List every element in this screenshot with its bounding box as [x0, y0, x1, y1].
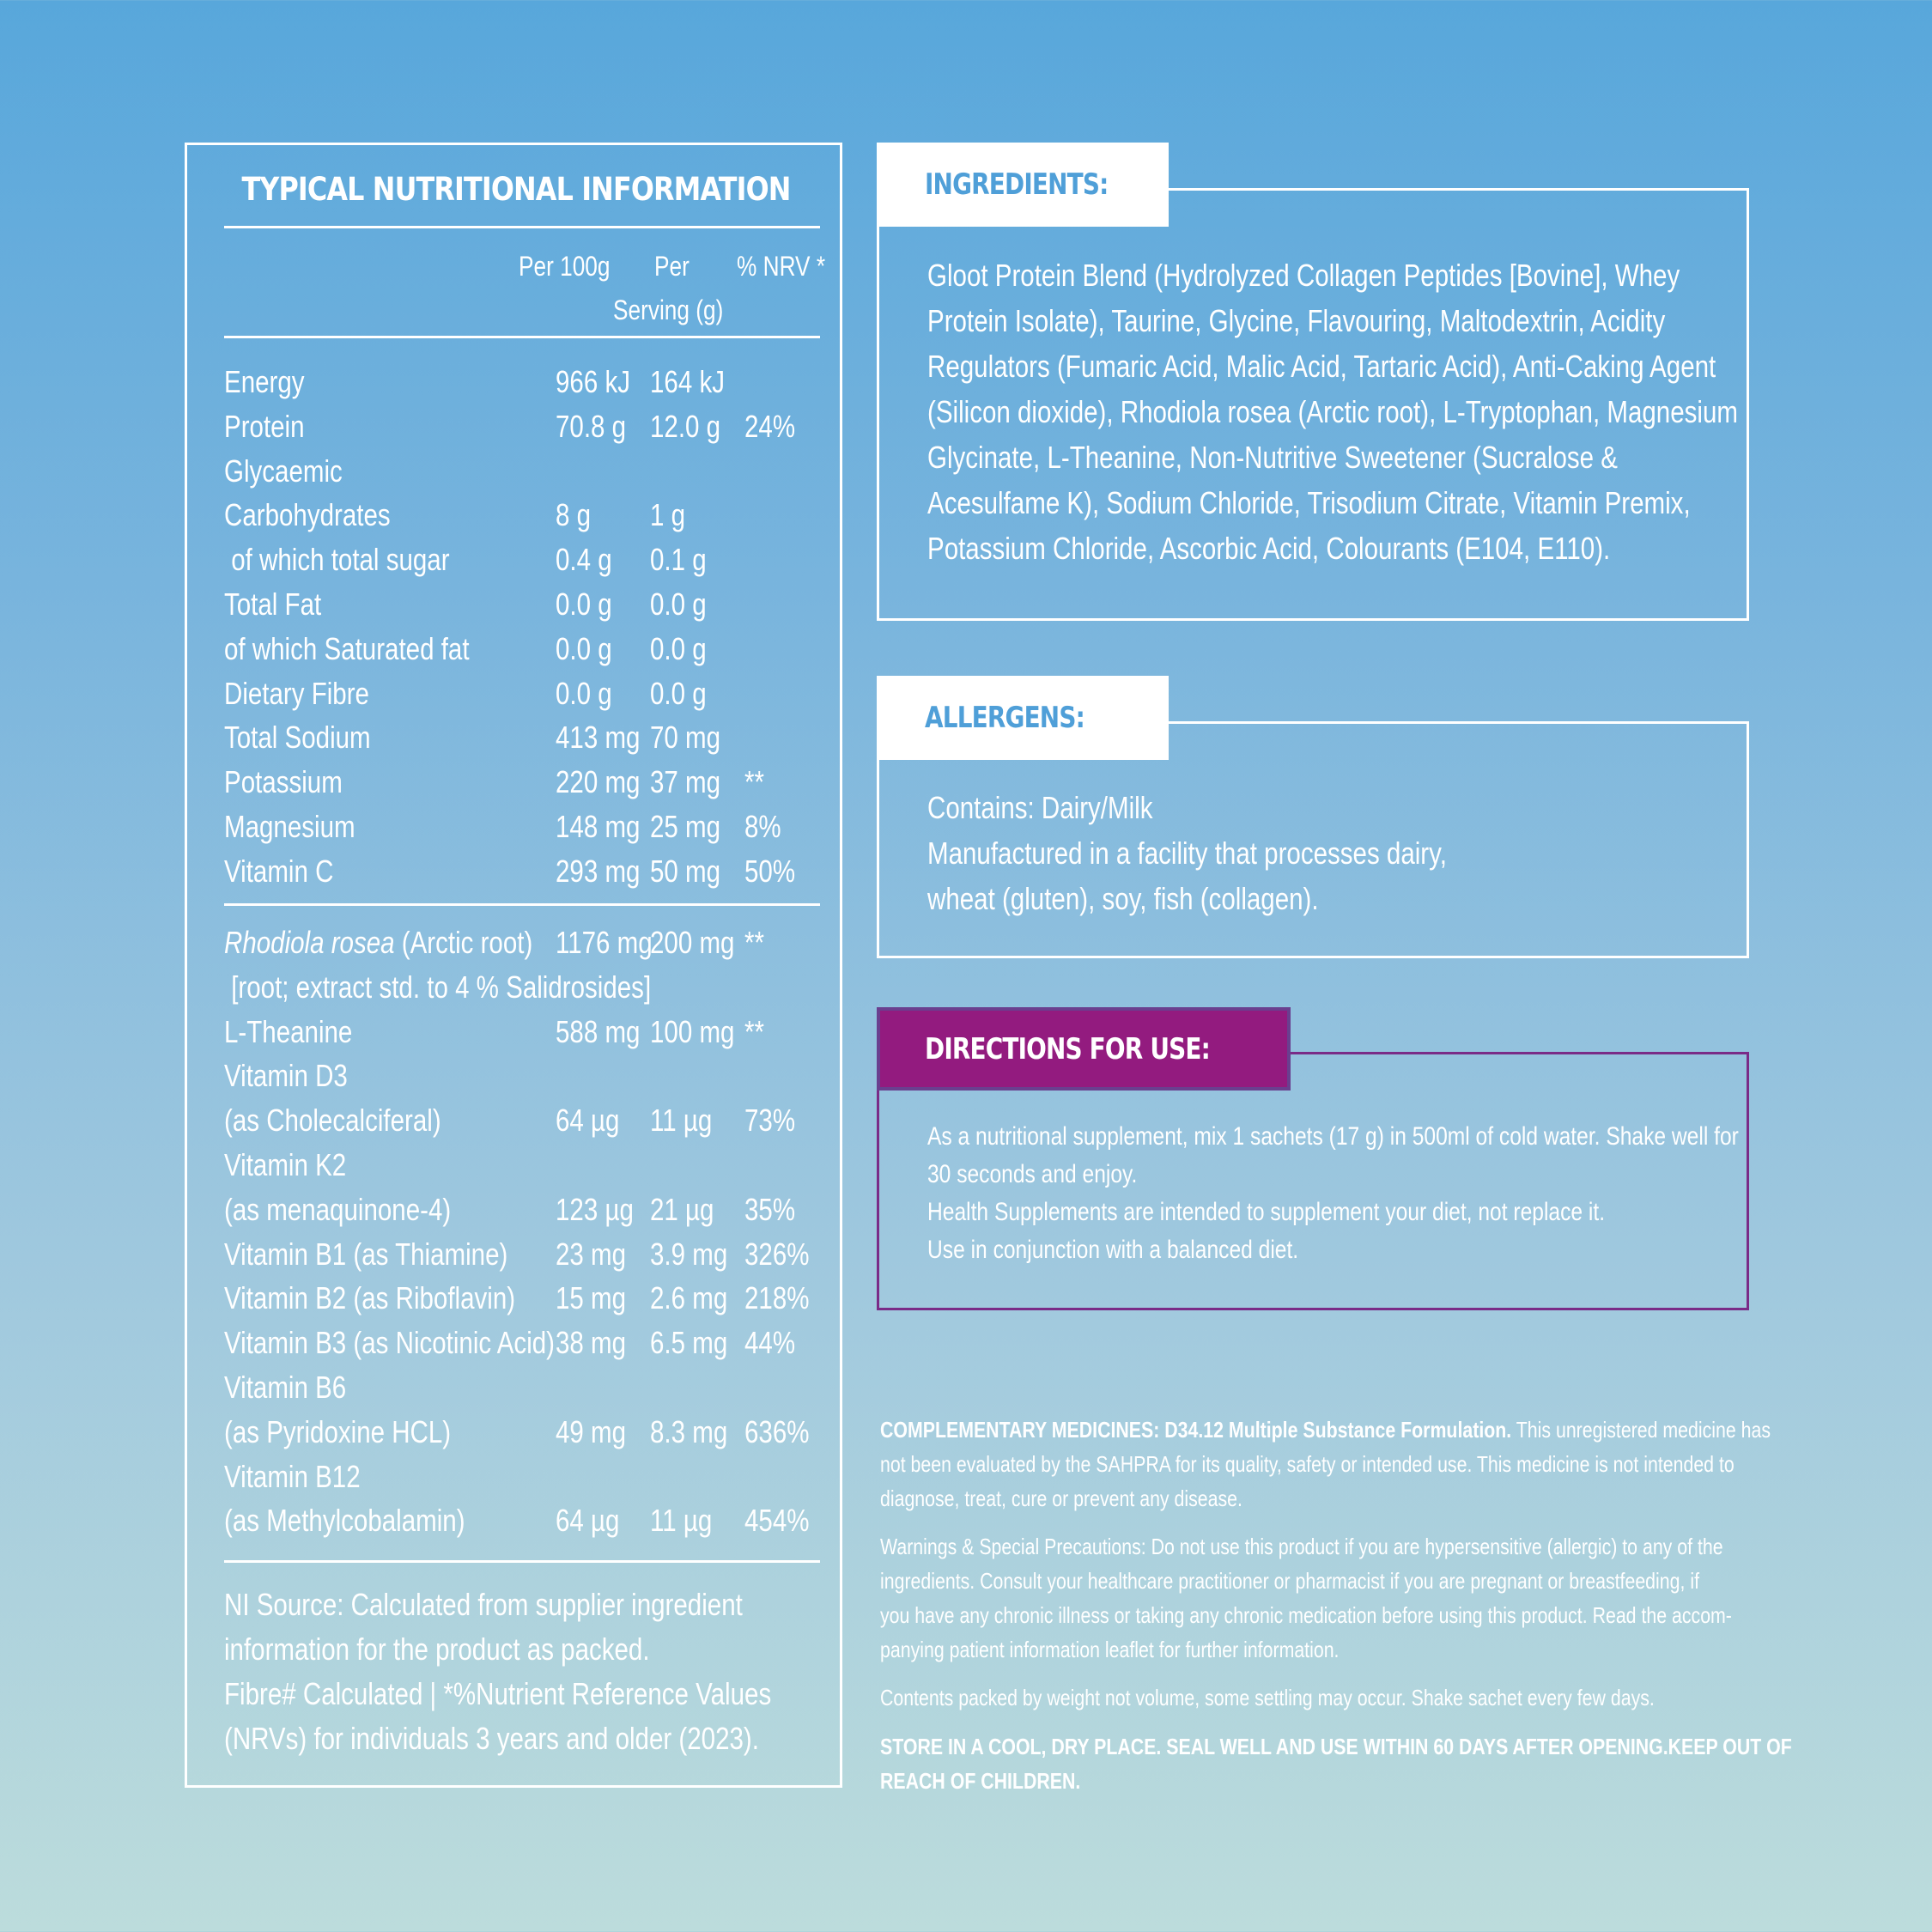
value-nrv: 73%	[744, 1103, 796, 1139]
nutrient-row	[224, 538, 825, 582]
nutrient-row	[224, 849, 825, 894]
divider	[224, 336, 820, 338]
value-per-serving: 3.9 mg	[650, 1236, 728, 1272]
nutrient-row	[224, 1410, 825, 1455]
nutrient-name: Carbohydrates	[224, 497, 391, 533]
nutrient-name: Vitamin B12	[224, 1458, 361, 1494]
nutrient-name: L-Theanine	[224, 1013, 353, 1049]
value-per-100g: 0.4 g	[556, 542, 612, 578]
footnote-line: (NRVs) for individuals 3 years and older (2023).	[224, 1721, 759, 1756]
nutrient-row	[224, 404, 825, 449]
value-nrv: **	[744, 925, 764, 960]
nutrient-name: Glycaemic	[224, 453, 343, 489]
value-nrv: 8%	[744, 809, 781, 844]
nutrient-row	[224, 449, 825, 494]
value-nrv: 326%	[744, 1236, 810, 1272]
value-per-100g: 220 mg	[556, 764, 641, 800]
footnote-line: NI Source: Calculated from supplier ingredient	[224, 1587, 743, 1622]
header-per-serving: Per	[654, 251, 690, 282]
value-per-serving: 25 mg	[650, 809, 721, 844]
value-per-serving: 0.0 g	[650, 675, 707, 711]
value-per-100g: 0.0 g	[556, 630, 612, 666]
value-per-serving: 11 µg	[650, 1103, 713, 1139]
nutrient-name: [root; extract std. to 4 % Salidrosides]	[224, 969, 652, 1005]
header-nrv: % NRV *	[737, 251, 826, 282]
nutrient-row	[224, 1321, 825, 1365]
nutrient-name: Protein	[224, 408, 305, 444]
value-per-100g: 64 µg	[556, 1503, 620, 1539]
value-per-100g: 293 mg	[556, 853, 641, 889]
value-per-100g: 413 mg	[556, 720, 641, 756]
nutrient-row	[224, 1188, 825, 1232]
nutrient-name: Vitamin B1 (as Thiamine)	[224, 1236, 508, 1272]
divider	[224, 903, 820, 906]
nutrient-row	[224, 760, 825, 805]
value-per-serving: 12.0 g	[650, 408, 721, 444]
warnings-note: Warnings & Special Precautions: Do not use this product if you are hypersensitive (allergic) to any of the ingredients. Consult your healthcare practitioner or pharmacist if you are pregnant or breastfeeding, if you have any chronic illness or taking any chronic medication before using this product. Read the accom- panying patient information leaflet for further information.	[880, 1534, 1732, 1662]
storage-note: STORE IN A COOL, DRY PLACE. SEAL WELL AND USE WITHIN 60 DAYS AFTER OPENING.KEEP OUT OF REACH OF CHILDREN.	[880, 1734, 1792, 1794]
nutrient-row	[224, 1498, 825, 1543]
nutrient-name: Vitamin B3 (as Nicotinic Acid)	[224, 1325, 556, 1361]
nutrition-footnote	[224, 1583, 825, 1761]
header-serving-unit: Serving (g)	[613, 295, 724, 325]
nutrient-row	[224, 805, 825, 849]
nutrient-name: Rhodiola rosea (Arctic root)	[224, 925, 533, 960]
nutrient-name: (as Cholecalciferal)	[224, 1103, 441, 1139]
value-nrv: 50%	[744, 853, 796, 889]
nutrition-panel	[185, 143, 842, 1788]
value-per-100g: 15 mg	[556, 1280, 627, 1316]
nutrient-row	[224, 715, 825, 760]
footnote-line: Fibre# Calculated | *%Nutrient Reference Values	[224, 1676, 772, 1711]
directions-text: As a nutritional supplement, mix 1 sachets (17 g) in 500ml of cold water. Shake well for 30 seconds and enjoy. Health Supplements are intended to supplement your diet, not replace it. Use in conjunction with a balanced diet.	[927, 1122, 1739, 1264]
value-per-serving: 0.1 g	[650, 542, 707, 578]
nutrient-name: Vitamin C	[224, 853, 334, 889]
ingredients-header	[877, 143, 1169, 227]
value-nrv: 636%	[744, 1413, 810, 1449]
value-per-serving: 0.0 g	[650, 586, 707, 622]
nutrient-row	[224, 920, 825, 965]
value-per-serving: 164 kJ	[650, 364, 725, 399]
value-per-100g: 0.0 g	[556, 675, 612, 711]
value-per-serving: 2.6 mg	[650, 1280, 728, 1316]
nutrient-name: (as Methylcobalamin)	[224, 1503, 465, 1539]
value-per-serving: 50 mg	[650, 853, 721, 889]
nutrient-name: Vitamin B6	[224, 1370, 347, 1405]
nutrient-name: (as Pyridoxine HCL)	[224, 1413, 452, 1449]
value-nrv: 454%	[744, 1503, 810, 1539]
complementary-medicines-note: COMPLEMENTARY MEDICINES: D34.12 Multiple Substance Formulation. This unregistered medicine has not been evaluated by the SAHPRA for its quality, safety or intended use. This medicine is not intended to diagnose, treat, cure or prevent any disease.	[880, 1417, 1771, 1511]
value-nrv: 35%	[744, 1191, 796, 1227]
value-per-100g: 23 mg	[556, 1236, 627, 1272]
nutrient-name: Vitamin K2	[224, 1147, 347, 1182]
nutrient-row	[224, 360, 825, 404]
value-per-serving: 200 mg	[650, 925, 735, 960]
directions-header	[877, 1007, 1291, 1091]
nutrient-name: Total Sodium	[224, 720, 371, 756]
directions-title: DIRECTIONS FOR USE:	[925, 1031, 1210, 1066]
value-nrv: **	[744, 1013, 764, 1049]
value-per-100g: 0.0 g	[556, 586, 612, 622]
ingredients-text: Gloot Protein Blend (Hydrolyzed Collagen Peptides [Bovine], Whey Protein Isolate), Taurine, Glycine, Flavouring, Maltodextrin, Acidity Regulators (Fumaric Acid, Malic Acid, Tartaric Acid), Anti-Caking Agent (Silicon dioxide), Rhodiola rosea (Arctic root), L-Tryptophan, Magnesium Glycinate, L-Theanine, Non-Nutritive Sweetener (Sucralose & Acesulfame K), Sodium Chloride, Trisodium Citrate, Vitamin Premix, Potassium Chloride, Ascorbic Acid, Colourants (E104, E110).	[927, 258, 1738, 566]
allergens-text: Contains: Dairy/Milk Manufactured in a facility that processes dairy, wheat (gluten), soy, fish (collagen).	[927, 790, 1447, 916]
nutrient-name: of which Saturated fat	[224, 630, 470, 666]
nutrient-row	[224, 1455, 825, 1499]
contents-note: Contents packed by weight not volume, some settling may occur. Shake sachet every few days.	[880, 1685, 1655, 1710]
value-per-100g: 588 mg	[556, 1013, 641, 1049]
value-per-100g: 38 mg	[556, 1325, 627, 1361]
value-per-serving: 0.0 g	[650, 630, 707, 666]
nutrient-row	[224, 1232, 825, 1277]
divider	[224, 226, 820, 228]
footnote-line: information for the product as packed.	[224, 1631, 650, 1667]
value-per-serving: 21 µg	[650, 1191, 714, 1227]
value-per-serving: 1 g	[650, 497, 686, 533]
value-per-100g: 64 µg	[556, 1103, 620, 1139]
nutrient-row	[224, 1365, 825, 1410]
allergens-header	[877, 676, 1169, 760]
value-per-100g: 966 kJ	[556, 364, 630, 399]
nutrient-row	[224, 671, 825, 716]
ingredients-title: INGREDIENTS:	[925, 167, 1109, 202]
nutrient-row	[224, 1143, 825, 1188]
nutrient-row	[224, 627, 825, 671]
value-per-100g: 70.8 g	[556, 408, 627, 444]
nutrient-name: (as menaquinone-4)	[224, 1191, 452, 1227]
value-per-100g: 1176 mg	[556, 925, 653, 960]
value-per-100g: 148 mg	[556, 809, 641, 844]
nutrient-row	[224, 1054, 825, 1098]
allergens-title: ALLERGENS:	[925, 701, 1084, 735]
nutrient-name: Energy	[224, 364, 305, 399]
nutrient-name: Vitamin B2 (as Riboflavin)	[224, 1280, 516, 1316]
value-per-100g: 123 µg	[556, 1191, 634, 1227]
value-per-serving: 70 mg	[650, 720, 721, 756]
nutrient-row	[224, 1098, 825, 1143]
nutrient-name: Dietary Fibre	[224, 675, 369, 711]
nutrient-row	[224, 493, 825, 538]
divider	[224, 1560, 820, 1563]
value-per-serving: 100 mg	[650, 1013, 735, 1049]
nutrient-name: Magnesium	[224, 809, 355, 844]
value-per-serving: 37 mg	[650, 764, 721, 800]
nutrition-title: TYPICAL NUTRITIONAL INFORMATION	[241, 171, 791, 208]
value-per-100g: 8 g	[556, 497, 592, 533]
nutrient-name: Total Fat	[224, 586, 322, 622]
nutrient-name: Potassium	[224, 764, 343, 800]
value-nrv: 24%	[744, 408, 796, 444]
value-per-serving: 8.3 mg	[650, 1413, 728, 1449]
value-nrv: 44%	[744, 1325, 796, 1361]
value-per-serving: 6.5 mg	[650, 1325, 728, 1361]
value-nrv: 218%	[744, 1280, 810, 1316]
header-per-100g: Per 100g	[519, 251, 611, 282]
value-per-100g: 49 mg	[556, 1413, 627, 1449]
nutrient-row	[224, 1276, 825, 1321]
nutrient-row	[224, 582, 825, 627]
value-per-serving: 11 µg	[650, 1503, 713, 1539]
nutrient-row	[224, 965, 825, 1010]
nutrient-name: Vitamin D3	[224, 1058, 348, 1094]
nutrient-name: of which total sugar	[224, 542, 450, 578]
nutrient-row	[224, 1010, 825, 1054]
value-nrv: **	[744, 764, 764, 800]
